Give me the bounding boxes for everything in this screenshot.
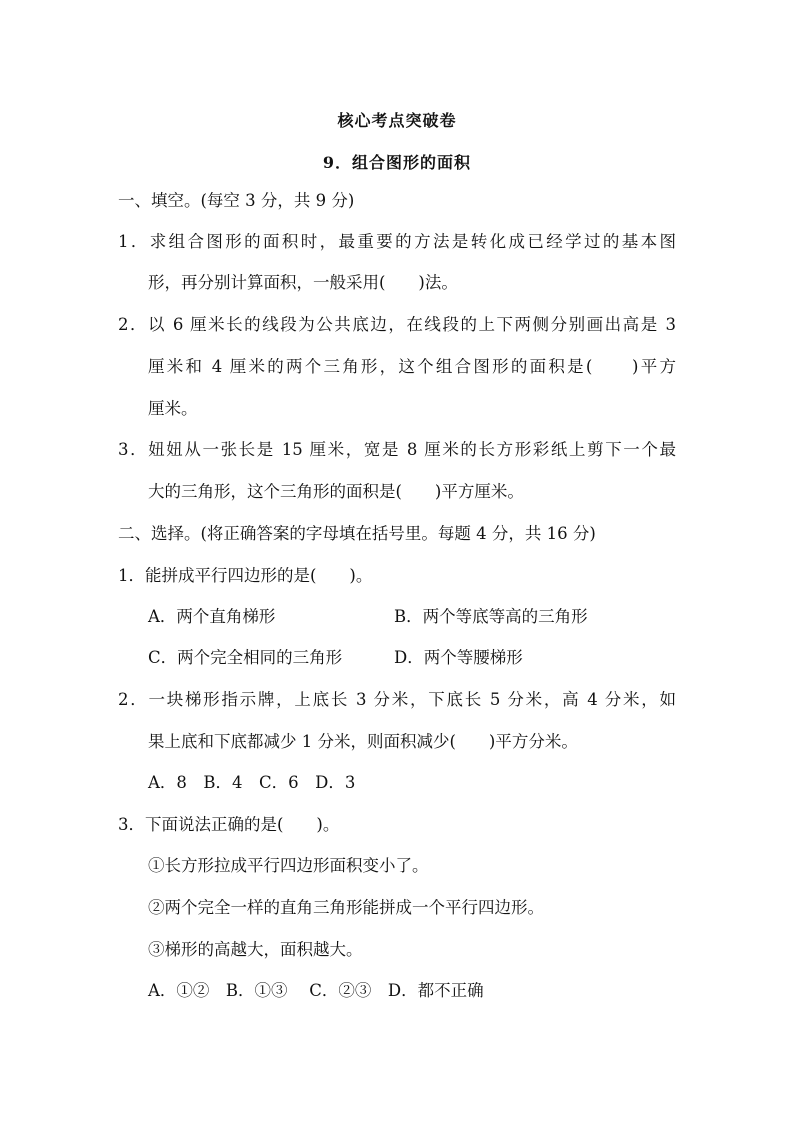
question-1-line-2: 形，再分别计算面积，一般采用( )法。 bbox=[148, 273, 458, 292]
mc-question-1-option-c: C．两个完全相同的三角形 bbox=[148, 648, 343, 667]
mc-question-1-option-a: A．两个直角梯形 bbox=[148, 607, 276, 626]
mc-question-2-line-1: 2．一块梯形指示牌，上底长 3 分米，下底长 5 分米，高 4 分米，如 bbox=[118, 690, 676, 709]
section-heading-fill-in: 一、填空。(每空 3 分，共 9 分) bbox=[118, 191, 355, 210]
question-2-line-2: 厘米和 4 厘米的两个三角形，这个组合图形的面积是( )平方 bbox=[148, 357, 676, 376]
section-heading-multiple-choice: 二、选择。(将正确答案的字母填在括号里。每题 4 分，共 16 分) bbox=[118, 524, 596, 543]
mc-question-2-options: A．8 B．4 C．6 D．3 bbox=[148, 773, 356, 792]
mc-question-3-stem: 3．下面说法正确的是( )。 bbox=[118, 815, 340, 834]
mc-question-1-stem: 1．能拼成平行四边形的是( )。 bbox=[118, 566, 373, 585]
mc-question-3-statement-1: ①长方形拉成平行四边形面积变小了。 bbox=[148, 856, 429, 875]
question-2-line-1: 2．以 6 厘米长的线段为公共底边，在线段的上下两侧分别画出高是 3 bbox=[118, 315, 676, 334]
question-2-line-3: 厘米。 bbox=[148, 399, 198, 418]
mc-question-1-option-b: B．两个等底等高的三角形 bbox=[394, 607, 588, 626]
page-subtitle: 9．组合图形的面积 bbox=[322, 153, 472, 172]
question-3-line-1: 3．妞妞从一张长是 15 厘米，宽是 8 厘米的长方形彩纸上剪下一个最 bbox=[118, 440, 676, 459]
mc-question-2-line-2: 果上底和下底都减少 1 分米，则面积减少( )平方分米。 bbox=[148, 732, 578, 751]
mc-question-3-options: A．①② B．①③ C．②③ D．都不正确 bbox=[148, 981, 484, 1000]
question-3-line-2: 大的三角形，这个三角形的面积是( )平方厘米。 bbox=[148, 482, 524, 501]
mc-question-1-option-d: D．两个等腰梯形 bbox=[394, 648, 523, 667]
mc-question-3-statement-2: ②两个完全一样的直角三角形能拼成一个平行四边形。 bbox=[148, 898, 544, 917]
page-title: 核心考点突破卷 bbox=[337, 111, 457, 130]
question-1-line-1: 1．求组合图形的面积时，最重要的方法是转化成已经学过的基本图 bbox=[118, 232, 676, 251]
mc-question-3-statement-3: ③梯形的高越大，面积越大。 bbox=[148, 940, 363, 959]
